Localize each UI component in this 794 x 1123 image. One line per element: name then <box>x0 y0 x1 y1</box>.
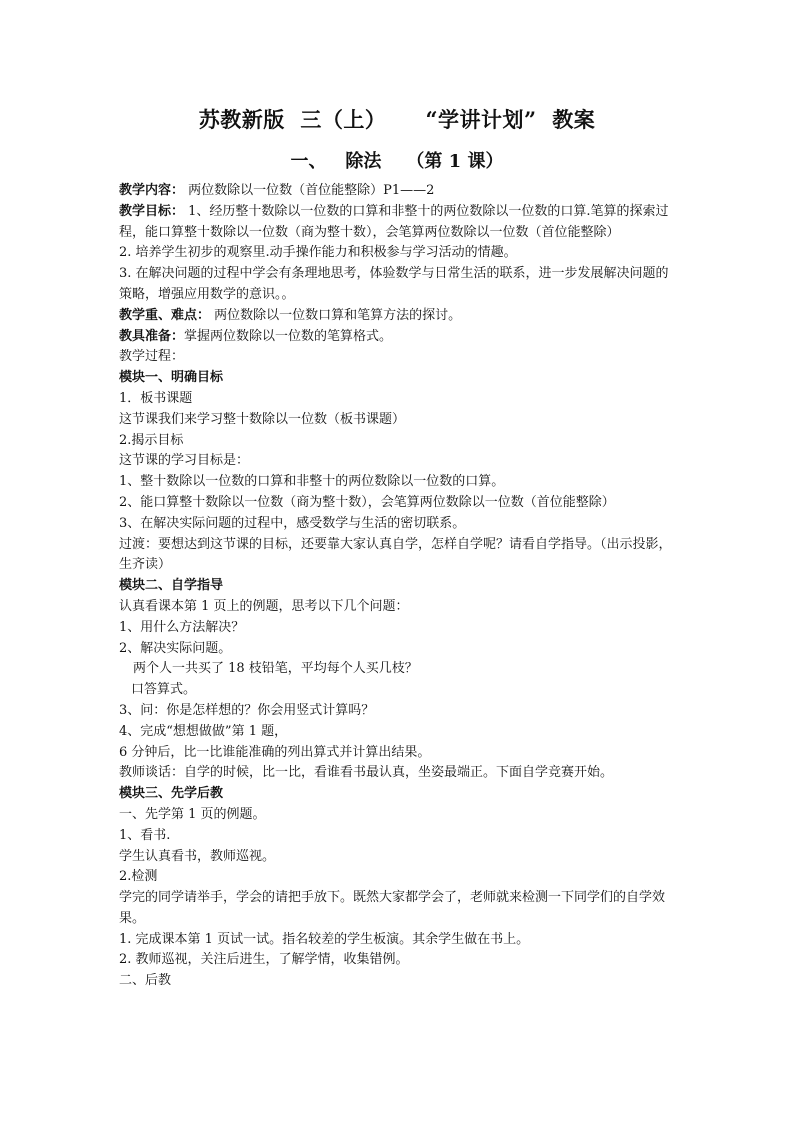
tools-text: 掌握两位数除以一位数的笔算格式。 <box>184 328 393 344</box>
m3-part-2: 二、后教 <box>119 973 172 989</box>
key-points-text: 两位数除以一位数口算和笔算方法的探讨。 <box>210 307 462 323</box>
m3-part-1: 一、先学第 1 页的例题。 <box>119 806 266 822</box>
m3-step-1-text: 学生认真看书，教师巡视。 <box>119 848 276 864</box>
m2-question-4: 4、完成“想想做做”第 1 题， <box>119 723 288 739</box>
m1-item-1-text: 这节课我们来学习整十数除以一位数（板书课题） <box>119 411 406 427</box>
m2-question-1: 1、用什么方法解决？ <box>119 619 245 635</box>
m2-intro: 认真看课本第 1 页上的例题，思考以下几个问题： <box>119 598 409 614</box>
goals-line-3: 3. 在解决问题的过程中学会有条理地思考，体验数学与日常生活的联系，进一步发展解决问题的策略，增强应用数学的意识。。 <box>119 266 669 302</box>
document-title: 苏教新版 三（上） “学讲计划” 教案 <box>198 107 596 132</box>
goals-text-1: 1、经历整十数除以一位数的口算和非整十的两位数除以一位数的口算.笔算的探索过程，能口算整十数除以一位数（商为整十数），会笔算两位数除以一位数（首位能整除） <box>119 203 669 240</box>
m2-question-2: 2、解决实际问题。 <box>119 640 232 656</box>
m1-item-1: 1．板书课题 <box>119 390 193 406</box>
key-points-label: 教学重、难点： <box>119 307 211 323</box>
m2-oral-answer: 口答算式。 <box>131 682 197 698</box>
m1-transition: 过渡：要想达到这节课的目标，还要靠大家认真自学，怎样自学呢？请看自学指导。（出示投影，生齐读） <box>119 536 672 573</box>
goals-line-2: 2. 培养学生初步的观察里.动手操作能力和积极参与学习活动的情趣。 <box>119 245 517 261</box>
m3-step-2: 2.检测 <box>119 869 158 885</box>
m3-step-2-a: 1. 完成课本第 1 页试一试。指名较差的学生板演。其余学生做在书上。 <box>119 931 530 947</box>
tools-line <box>119 327 679 348</box>
m1-goal-1: 1、整十数除以一位数的口算和非整十的两位数除以一位数的口算。 <box>119 474 505 490</box>
m3-step-2-b: 2. 教师巡视，关注后进生，了解学情，收集错例。 <box>119 952 409 968</box>
m2-question-3: 3、问：你是怎样想的？你会用竖式计算吗？ <box>119 702 375 718</box>
module-two-heading: 模块二、自学指导 <box>119 578 224 594</box>
m2-problem: 两个人一共买了 18 枝铅笔，平均每个人买几枝？ <box>133 661 418 677</box>
content-line <box>119 181 679 202</box>
tools-label: 教具准备： <box>119 328 185 344</box>
m2-time: 6 分钟后，比一比谁能准确的列出算式并计算出结果。 <box>119 744 431 760</box>
content-label: 教学内容： <box>119 183 185 198</box>
document-body <box>119 181 679 992</box>
m3-step-1: 1、看书. <box>119 827 171 843</box>
m1-goal-3: 3、在解决实际问题的过程中，感受数学与生活的密切联系。 <box>119 515 466 531</box>
process-heading: 教学过程： <box>119 349 185 365</box>
m2-teacher-talk: 教师谈话：自学的时候，比一比，看谁看书最认真，坐姿最端正。下面自学竞赛开始。 <box>119 765 614 781</box>
module-one-heading: 模块一、明确目标 <box>119 370 224 386</box>
m1-goal-2: 2、能口算整十数除以一位数（商为整十数），会笔算两位数除以一位数（首位能整除） <box>119 494 615 510</box>
module-three-heading: 模块三、先学后教 <box>119 786 224 802</box>
goals-line-1 <box>119 202 679 244</box>
m1-item-2: 2.揭示目标 <box>119 432 184 448</box>
content-text: 两位数除以一位数（首位能整除）P1——2 <box>184 183 435 198</box>
m1-item-2-text: 这节课的学习目标是： <box>119 453 250 469</box>
m3-step-2-text: 学完的同学请举手，学会的请把手放下。既然大家都学会了，老师就来检测一下同学们的自学效果。 <box>119 890 666 926</box>
goals-label: 教学目标： <box>119 203 185 219</box>
key-points-line <box>119 306 679 327</box>
lesson-subtitle: 一、 除法 （第 1 课） <box>290 151 504 172</box>
